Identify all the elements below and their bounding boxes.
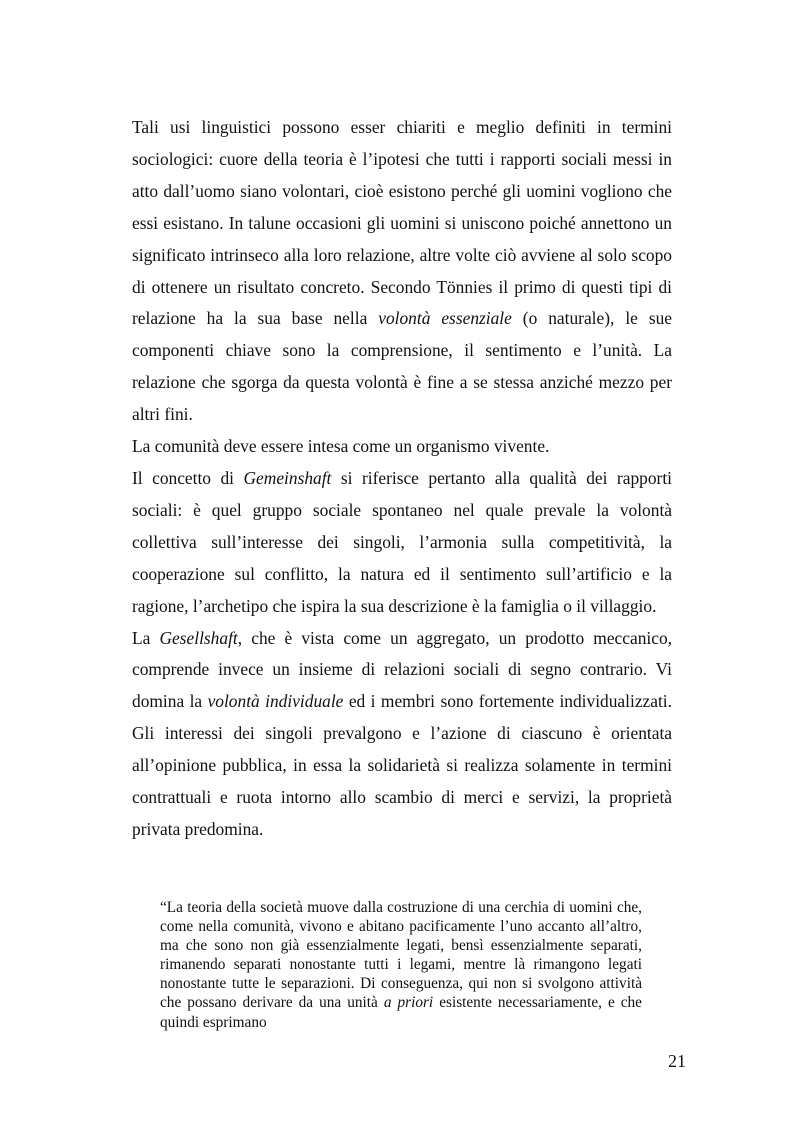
text-run: “La teoria della società muove dalla costruzione di una cerchia di uomini che, come nella comunità, vivono e abitano pacificamente l’uno accanto all’altro, ma che sono non già essenzialmente legati, bensì essenzialmente separati, rimanendo separati nonostante tutti i legami, mentre là rimangono legati nonostante tutte le separazioni. Di conseguenza, qui non si svolgono attività che possano derivare da una unità (160, 899, 642, 1012)
text-run: , che è vista come un aggregato, un prodotto meccanico, comprende invece un insieme di relazioni sociali di segno contrario. Vi domina la (132, 627, 672, 712)
paragraph (132, 112, 672, 431)
text-run: (o naturale), le sue componenti chiave sono la comprensione, il sentimento e l’unità. La relazione che sgorga da questa volontà è fine a se stessa anziché mezzo per altri fini. (132, 308, 672, 425)
paragraph (132, 463, 672, 623)
page-number: 21 (668, 1051, 686, 1071)
text-run: La (132, 627, 160, 648)
text-run: Il concetto di (132, 467, 244, 488)
text-run: esistente necessariamente, e che quindi esprimano (160, 994, 642, 1031)
text-run: ed i membri sono fortemente individualizzati. Gli interessi dei singoli prevalgono e l’azione di ciascuno è orientata all’opinione pubblica, in essa la solidarietà si realizza solamente in termini contrattuali e ruota intorno allo scambio di merci e servizi, la proprietà privata predomina. (132, 691, 672, 839)
body-text (132, 112, 672, 846)
italic-term-a-priori: a priori (383, 994, 434, 1012)
block-quote (160, 898, 642, 1032)
text-run: Tali usi linguistici possono esser chiariti e meglio definiti in termini sociologici: cuore della teoria è l’ipotesi che tutti i rapporti sociali messi in atto dall’uomo siano volontari, cioè esistono perché gli uomini vogliono che essi esistano. In talune occasioni gli uomini si uniscono poiché annettono un significato intrinseco alla loro relazione, altre volte ciò avviene al solo scopo di ottenere un risultato concreto. Secondo Tönnies il primo di questi tipi di relazione ha la sua base nella (132, 117, 672, 329)
italic-term-volonta-individuale: volontà individuale (207, 691, 344, 712)
quote-text (160, 898, 642, 1032)
text-run: si riferisce pertanto alla qualità dei rapporti sociali: è quel gruppo sociale spontaneo nel quale prevale la volontà collettiva sull’interesse dei singoli, l’armonia sulla competitività, la cooperazione sul conflitto, la natura ed il sentimento sull’artificio e la ragione, l’archetipo che ispira la sua descrizione è la famiglia o il villaggio. (132, 467, 672, 616)
text-run: La comunità deve essere intesa come un organismo vivente. (132, 436, 550, 457)
paragraph (132, 623, 672, 846)
italic-term-gesellshaft: Gesellshaft (159, 627, 238, 648)
italic-term-volonta-essenziale: volontà essenziale (378, 308, 512, 329)
italic-term-gemeinshaft: Gemeinshaft (243, 467, 332, 488)
paragraph (132, 431, 672, 463)
